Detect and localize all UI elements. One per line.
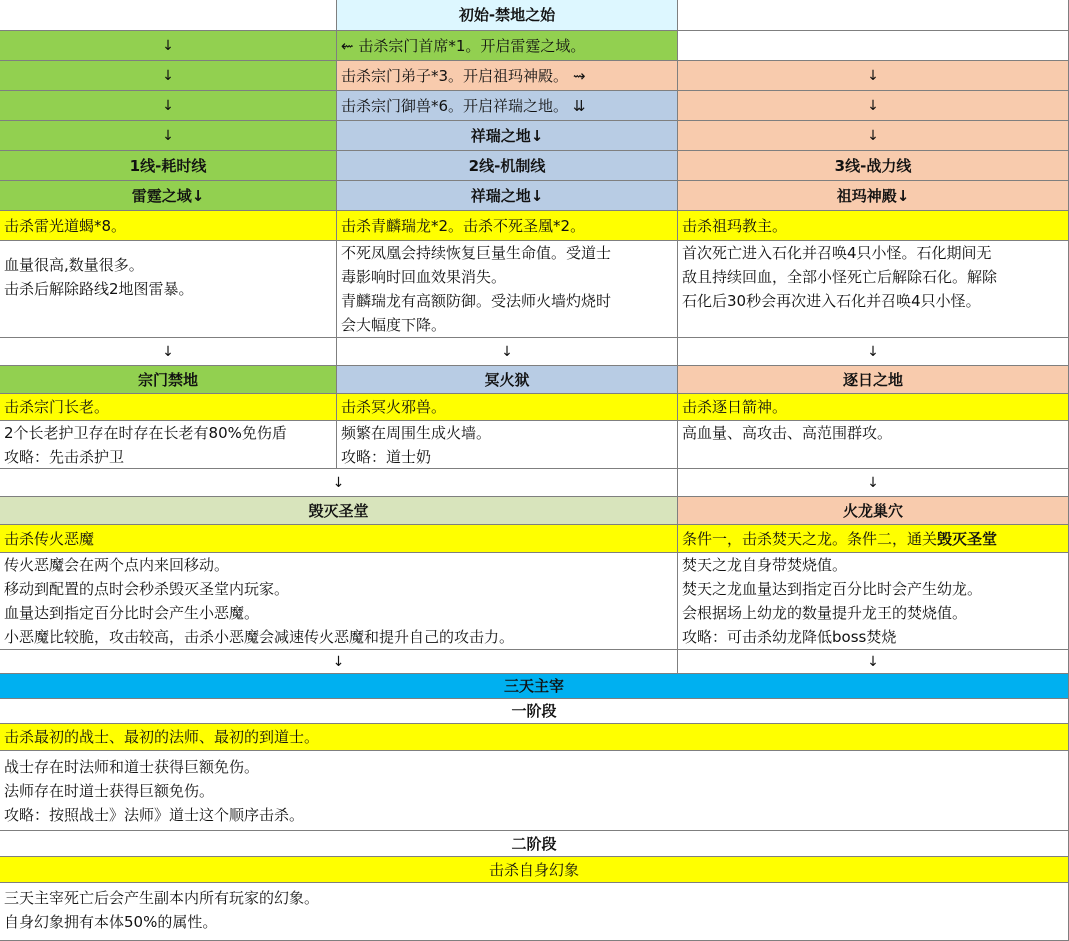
desc-line: 青麟瑞龙有高额防御。受法师火墙灼烧时 xyxy=(341,292,612,310)
line3-stage2: 逐日之地 xyxy=(678,366,1069,394)
desc-line: 血量很高,数量很多。 xyxy=(4,256,144,274)
phase1-kill: 击杀最初的战士、最初的法师、最初的到道士。 xyxy=(0,724,1069,751)
header-title: 初始-禁地之始 xyxy=(337,0,678,31)
desc-line: 血量达到指定百分比时会产生小恶魔。 xyxy=(4,604,260,622)
flow-step-4: 祥瑞之地↓ xyxy=(337,121,678,151)
desc-line: 小恶魔比较脆，攻击较高，击杀小恶魔会减速传火恶魔和提升自己的攻击力。 xyxy=(4,628,515,646)
merge-stage: 毁灭圣堂 xyxy=(0,497,678,525)
desc-line: 三天主宰死亡后会产生副本内所有玩家的幻象。 xyxy=(4,889,320,907)
down-arrow: ↓ xyxy=(0,338,337,366)
flow-step-1-text: 击杀宗门首席*1。开启雷霆之域。 xyxy=(358,37,586,55)
desc-line: 攻略：先击杀护卫 xyxy=(4,448,125,466)
flow-step-1 xyxy=(337,31,678,61)
desc-line: 移动到配置的点时会秒杀毁灭圣堂内玩家。 xyxy=(4,580,290,598)
desc-line: 攻略：按照战士》法师》道士这个顺序击杀。 xyxy=(4,806,305,824)
desc-line: 毒影响时回血效果消失。 xyxy=(341,268,507,286)
dragon-desc xyxy=(678,553,1069,650)
flow-step-2-text: 击杀宗门弟子*3。开启祖玛神殿。 xyxy=(341,67,569,85)
final-boss-title: 三天主宰 xyxy=(0,674,1069,699)
desc-line: 会大幅度下降。 xyxy=(341,316,447,334)
desc-line: 焚天之龙自身带焚烧值。 xyxy=(682,556,848,574)
desc-line: 焚天之龙血量达到指定百分比时会产生幼龙。 xyxy=(682,580,983,598)
phase1-title: 一阶段 xyxy=(0,699,1069,724)
dragon-stage: 火龙巢穴 xyxy=(678,497,1069,525)
dragon-condition-text: 条件一，击杀焚天之龙。条件二，通关 xyxy=(682,530,938,548)
down-arrow: ↓ xyxy=(0,469,678,497)
desc-line: 石化后30秒会再次进入石化并召唤4只小怪。 xyxy=(682,292,981,310)
down-arrow: ↓ xyxy=(0,61,337,91)
header-right-cell xyxy=(678,0,1069,31)
line2-desc2 xyxy=(337,421,678,469)
line3-kill1: 击杀祖玛教主。 xyxy=(678,211,1069,241)
desc-line: 自身幻象拥有本体50%的属性。 xyxy=(4,913,218,931)
empty-cell xyxy=(678,31,1069,61)
line3-desc2 xyxy=(678,421,1069,469)
desc-line: 击杀后解除路线2地图雷暴。 xyxy=(4,280,194,298)
desc-line: 频繁在周围生成火墙。 xyxy=(341,424,492,442)
line1-kill1: 击杀雷光道蝎*8。 xyxy=(0,211,337,241)
down-arrow: ↓ xyxy=(678,61,1069,91)
phase2-title: 二阶段 xyxy=(0,831,1069,857)
phase2-kill: 击杀自身幻象 xyxy=(0,857,1069,883)
header-left-cell xyxy=(0,0,337,31)
dragon-condition xyxy=(678,525,1069,553)
line2-stage1: 祥瑞之地↓ xyxy=(337,181,678,211)
line1-name: 1线-耗时线 xyxy=(0,151,337,181)
desc-line: 不死凤凰会持续恢复巨量生命值。受道士 xyxy=(341,244,612,262)
desc-line: 攻略：道士奶 xyxy=(341,448,432,466)
down-arrow: ↓ xyxy=(0,650,678,674)
double-down-arrow-icon: ⇊ xyxy=(572,97,586,115)
down-arrow: ↓ xyxy=(678,469,1069,497)
desc-line: 首次死亡进入石化并召唤4只小怪。石化期间无 xyxy=(682,244,992,262)
line3-kill2: 击杀逐日箭神。 xyxy=(678,394,1069,421)
line2-desc1 xyxy=(337,241,678,338)
desc-line: 法师存在时道士获得巨额免伤。 xyxy=(4,782,215,800)
dragon-condition-bold: 毁灭圣堂 xyxy=(937,530,998,548)
desc-line: 敌且持续回血，全部小怪死亡后解除石化。解除 xyxy=(682,268,998,286)
phase2-desc xyxy=(0,883,1069,941)
line1-stage2: 宗门禁地 xyxy=(0,366,337,394)
down-arrow: ↓ xyxy=(678,650,1069,674)
down-arrow: ↓ xyxy=(678,338,1069,366)
down-arrow: ↓ xyxy=(0,121,337,151)
desc-line: 攻略：可击杀幼龙降低boss焚烧 xyxy=(682,628,897,646)
line2-kill2: 击杀冥火邪兽。 xyxy=(337,394,678,421)
line3-stage1: 祖玛神殿↓ xyxy=(678,181,1069,211)
desc-line: 战士存在时法师和道士获得巨额免伤。 xyxy=(4,758,260,776)
flow-step-3 xyxy=(337,91,678,121)
desc-line: 2个长老护卫存在时存在长老有80%免伤盾 xyxy=(4,424,287,442)
line1-stage1: 雷霆之域↓ xyxy=(0,181,337,211)
line3-desc1 xyxy=(678,241,1069,338)
down-arrow: ↓ xyxy=(0,91,337,121)
down-arrow: ↓ xyxy=(0,31,337,61)
desc-line: 传火恶魔会在两个点内来回移动。 xyxy=(4,556,230,574)
flow-step-3-text: 击杀宗门御兽*6。开启祥瑞之地。 xyxy=(341,97,569,115)
line1-desc1 xyxy=(0,241,337,338)
down-arrow: ↓ xyxy=(337,338,678,366)
line1-kill2: 击杀宗门长老。 xyxy=(0,394,337,421)
down-arrow: ↓ xyxy=(678,121,1069,151)
merge-desc xyxy=(0,553,678,650)
desc-line: 高血量、高攻击、高范围群攻。 xyxy=(682,424,893,442)
desc-line: 会根据场上幼龙的数量提升龙王的焚烧值。 xyxy=(682,604,968,622)
line3-name: 3线-战力线 xyxy=(678,151,1069,181)
phase1-desc xyxy=(0,751,1069,831)
right-arrow-icon: ⇝ xyxy=(572,67,586,85)
down-arrow: ↓ xyxy=(678,91,1069,121)
line2-name: 2线-机制线 xyxy=(337,151,678,181)
merge-kill: 击杀传火恶魔 xyxy=(0,525,678,553)
line2-stage2: 冥火狱 xyxy=(337,366,678,394)
line2-kill1: 击杀青麟瑞龙*2。击杀不死圣凰*2。 xyxy=(337,211,678,241)
left-arrow-icon: ⇜ xyxy=(341,37,354,55)
line1-desc2 xyxy=(0,421,337,469)
flow-step-2 xyxy=(337,61,678,91)
